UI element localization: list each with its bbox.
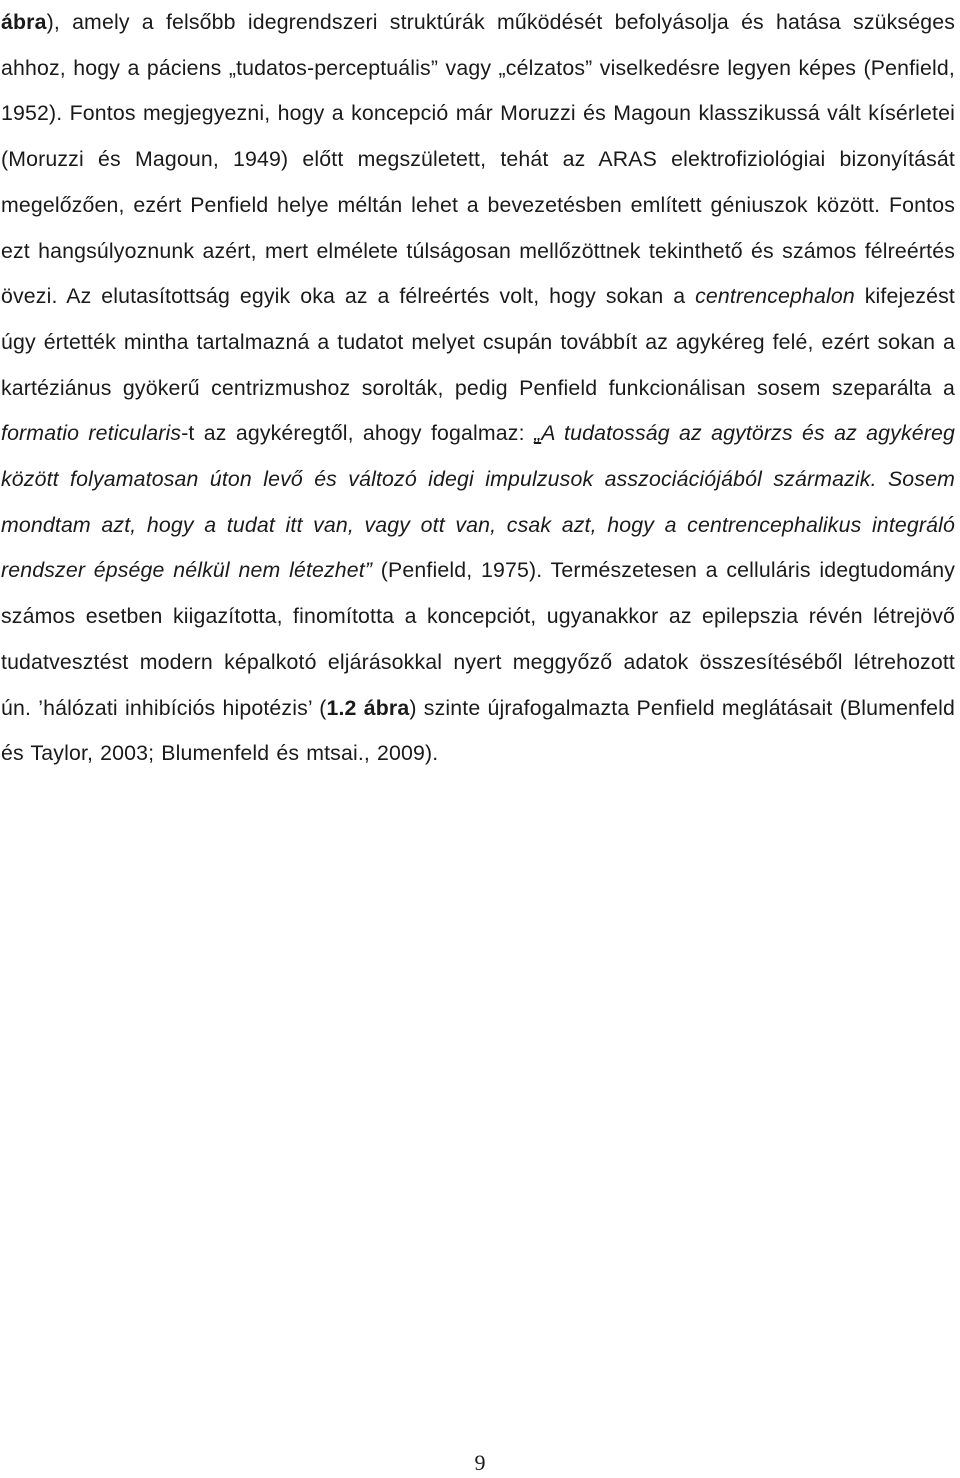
paragraph-text: (Penfield, 1975). Természetesen a celluláris idegtudomány számos esetben kiigazította, finomította a koncepciót, ugyanakkor az epilepszia révén létrejövő tudatvesztést modern képalkotó eljárásokkal nyert meggyőző adatok összesítéséből létrehozott ún. ’hálózati inhibíciós hipotézis’ ( bbox=[1, 558, 955, 720]
body-paragraph bbox=[1, 0, 955, 777]
term-formatio-reticularis: formatio reticularis bbox=[1, 421, 182, 446]
paragraph-text: ), amely a felsőbb idegrendszeri struktúrák működését befolyásolja és hatása szükséges ahhoz, hogy a páciens „tudatos-perceptuális” vagy „célzatos” viselkedésre legyen képes (Penfield, 1952). Fontos megjegyezni, hogy a koncepció már Moruzzi és Magoun klasszikussá vált kísérletei (Moruzzi és Magoun, 1949) előtt megszületett, tehát az ARAS elektrofiziológiai bizonyítását megelőzően, ezért Penfield helye méltán lehet a bevezetésben említett géniuszok között. Fontos ezt hangsúlyoznunk azért, mert elmélete túlságosan mellőzöttnek tekinthető és számos félreértés övezi. Az elutasítottság egyik oka az a félreértés volt, hogy sokan a bbox=[1, 10, 955, 309]
figure-reference-bold: 1.2 ábra bbox=[326, 695, 410, 720]
quote-open-mark: „ bbox=[533, 421, 542, 446]
figure-reference-bold: ábra bbox=[1, 10, 47, 34]
page-number: 9 bbox=[474, 1450, 486, 1475]
term-centrencephalon: centrencephalon bbox=[695, 284, 855, 309]
penfield-quote: A tudatosság az agytörzs és az agykéreg között folyamatosan úton levő és változó idegi impulzusok asszociációjából származik. Sosem mondtam azt, hogy a tudat itt van, vagy ott van, csak azt, hogy a centrencephalikus integráló rendszer épsége nélkül nem létezhet” bbox=[1, 421, 955, 583]
paragraph-text: ) szinte újrafogalmazta Penfield meglátásait (Blumenfeld és Taylor, 2003; Blumenfeld és mtsai., 2009). bbox=[1, 695, 955, 766]
paragraph-text: kifejezést úgy értették mintha tartalmazná a tudatot melyet csupán továbbít az agykéreg felé, ezért sokan a kartéziánus gyökerű centrizmushoz sorolták, pedig Penfield funkcionálisan sosem szeparálta a bbox=[1, 284, 955, 400]
paragraph-text: -t az agykéregtől, ahogy fogalmaz: bbox=[181, 421, 534, 446]
